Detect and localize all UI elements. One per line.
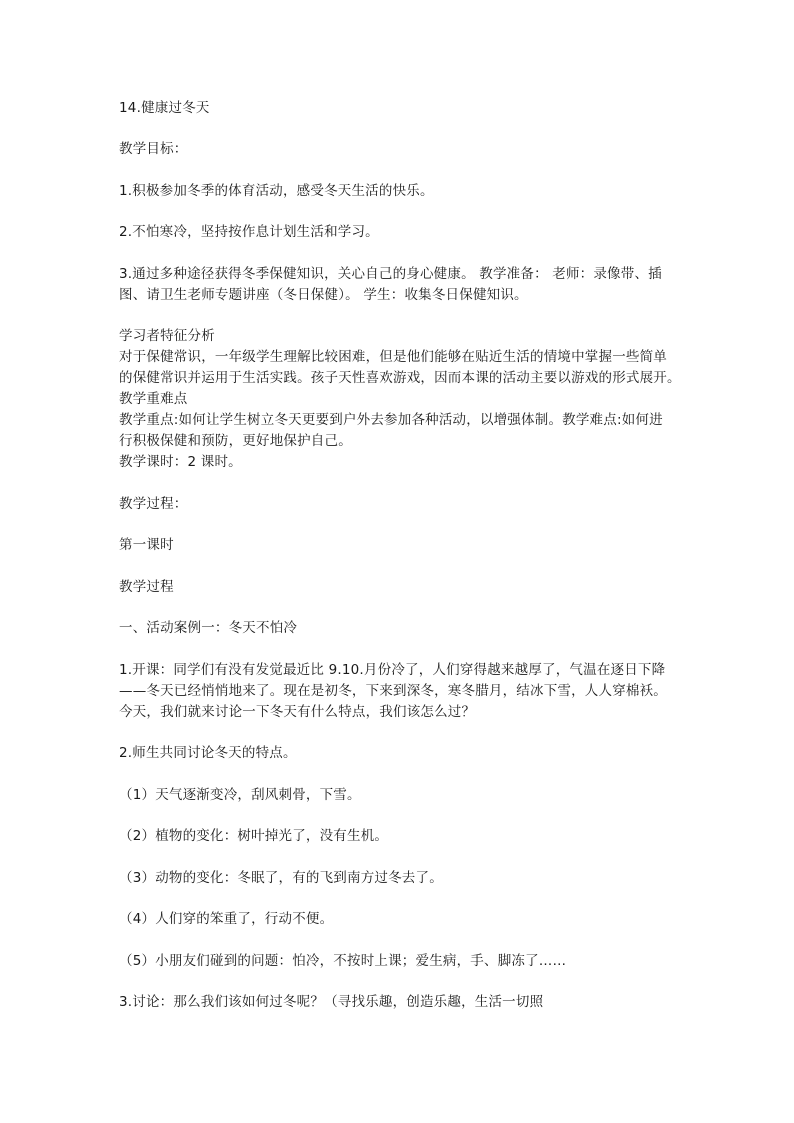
objectives-heading: 教学目标：: [119, 141, 188, 157]
learner-analysis-line-2: 的保健常识并运用于生活实践。孩子天性喜欢游戏，因而本课的活动主要以游戏的形式展开。: [119, 370, 681, 386]
feature-3: （3）动物的变化：冬眠了，有的飞到南方过冬去了。: [119, 870, 443, 886]
process-subheading: 教学过程: [119, 579, 174, 595]
intro-line-1: 1.开课：同学们有没有发觉最近比 9.10.月份冷了，人们穿得越来越厚了，气温在逐日下降: [119, 662, 666, 678]
objective-1: 1.积极参加冬季的体育活动，感受冬天生活的快乐。: [119, 183, 434, 199]
learner-analysis-line-1: 对于保健常识，一年级学生理解比较困难，但是他们能够在贴近生活的情境中掌握一些简单: [119, 349, 667, 365]
key-points-line-1: 教学重点:如何让学生树立冬天更要到户外去参加各种活动，以增强体制。教学难点:如何进: [119, 412, 663, 428]
feature-5: （5）小朋友们碰到的问题：怕冷，不按时上课；爱生病，手、脚冻了……: [119, 953, 567, 969]
objective-3-line-1: 3.通过多种途径获得冬季保健知识，关心自己的身心健康。 教学准备： 老师：录像带、插: [119, 266, 662, 282]
process-heading: 教学过程：: [119, 496, 188, 512]
lesson-one-heading: 第一课时: [119, 537, 174, 553]
key-points-heading: 教学重难点: [119, 391, 188, 407]
feature-4: （4）人们穿的笨重了，行动不便。: [119, 911, 334, 927]
document-title: 14.健康过冬天: [119, 100, 210, 116]
teaching-hours: 教学课时：2 课时。: [119, 454, 242, 470]
activity-one-heading: 一、活动案例一：冬天不怕冷: [119, 620, 298, 636]
key-points-line-2: 行积极保健和预防，更好地保护自己。: [119, 433, 352, 449]
objective-2: 2.不怕寒冷，坚持按作息计划生活和学习。: [119, 224, 379, 240]
feature-1: （1）天气逐渐变冷，刮风刺骨，下雪。: [119, 787, 361, 803]
learner-analysis-heading: 学习者特征分析: [119, 328, 215, 344]
intro-line-2: ——冬天已经悄悄地来了。现在是初冬，下来到深冬，寒冬腊月，结冰下雪，人人穿棉袄。: [119, 683, 667, 699]
objective-3-line-2: 图、请卫生老师专题讲座（冬日保健）。 学生：收集冬日保健知识。: [119, 287, 528, 303]
discussion-three: 3.讨论：那么我们该如何过冬呢？（寻找乐趣，创造乐趣，生活一切照: [119, 994, 544, 1010]
intro-line-3: 今天，我们就来讨论一下冬天有什么特点，我们该怎么过？: [119, 704, 476, 720]
discussion-heading: 2.师生共同讨论冬天的特点。: [119, 745, 297, 761]
feature-2: （2）植物的变化：树叶掉光了，没有生机。: [119, 828, 389, 844]
